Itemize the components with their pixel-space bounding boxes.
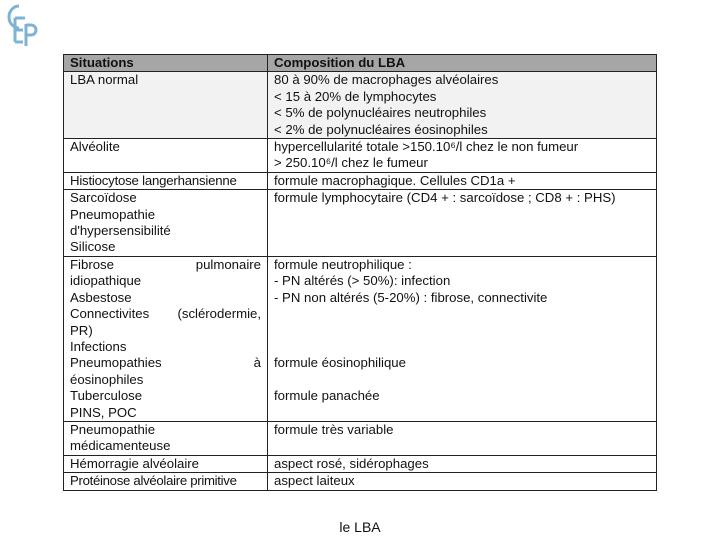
composition-line: formule neutrophilique : [274,256,412,272]
table-row [64,256,657,421]
composition-line: aspect rosé, sidérophages [274,455,429,471]
situation-line: Pneumopathie [70,421,156,437]
table-row [64,455,657,472]
situation-line: Asbestose [70,289,132,305]
situation-line: Infections [70,338,127,354]
situation-line: Sarcoïdose [70,190,137,206]
situation-line: PINS, POC [70,404,137,420]
situation-line: PR) [70,322,93,338]
composition-line: formule panachée [274,387,380,403]
composition-line: formule éosinophilique [274,355,406,371]
situation-cell [64,139,268,173]
composition-cell [268,172,657,189]
table-row [64,421,657,455]
header-situations: Situations [64,55,268,72]
table-row [64,190,657,257]
situation-line: Fibrose pulmonaire [70,256,261,272]
situation-line: médicamenteuse [70,438,171,454]
situation-line: d'hypersensibilité [70,223,171,239]
situation-cell [64,421,268,455]
situation-line: Alvéolite [70,139,120,155]
situation-line: Histiocytose langerhansienne [70,172,237,188]
table-row [64,473,657,490]
composition-line: < 15 à 20% de lymphocytes [274,88,437,104]
composition-cell [268,256,657,421]
situation-line: Pneumopathies à [70,355,261,371]
composition-line: 80 à 90% de macrophages alvéolaires [274,72,499,88]
composition-line: aspect laiteux [274,473,355,489]
composition-line: - PN non altérés (5-20%) : fibrose, connectivite [274,289,548,305]
table-header-row [64,55,657,72]
situation-line: Protéinose alvéolaire primitive [70,473,237,489]
composition-line: formule très variable [274,421,394,437]
table-row [64,172,657,189]
situation-line: Hémorragie alvéolaire [70,455,200,471]
situation-line: LBA normal [70,72,139,88]
cep-logo [3,2,39,48]
situation-cell [64,256,268,421]
situation-line: Silicose [70,239,116,255]
composition-line: < 2% de polynucléaires éosinophiles [274,121,488,137]
situation-line: idiopathique [70,273,142,289]
situation-line: éosinophiles [70,371,144,387]
situation-cell [64,473,268,490]
composition-cell [268,139,657,173]
composition-cell [268,473,657,490]
composition-cell [268,455,657,472]
composition-line: hypercellularité totale >150.10⁶/l chez le non fumeur [274,139,579,155]
composition-line: < 5% de polynucléaires neutrophiles [274,105,487,121]
situation-cell [64,172,268,189]
lba-table [63,54,657,491]
composition-line: - PN altérés (> 50%): infection [274,273,451,289]
composition-line: formule macrophagique. Cellules CD1a + [274,172,516,188]
composition-line: > 250.10⁶/l chez le fumeur [274,155,428,171]
situation-line: Tuberculose [70,388,143,404]
situation-line: Connectivites (sclérodermie, [70,306,261,322]
composition-cell [268,72,657,139]
composition-line: formule lymphocytaire (CD4 + : sarcoïdose ; CD8 + : PHS) [274,190,616,206]
situation-line: Pneumopathie [70,206,156,222]
table-row [64,139,657,173]
slide-footer-title: le LBA [339,519,381,535]
composition-cell [268,190,657,257]
situation-cell [64,190,268,257]
table-row [64,72,657,139]
situation-cell [64,72,268,139]
situation-cell [64,455,268,472]
header-composition: Composition du LBA [268,55,657,72]
composition-cell [268,421,657,455]
